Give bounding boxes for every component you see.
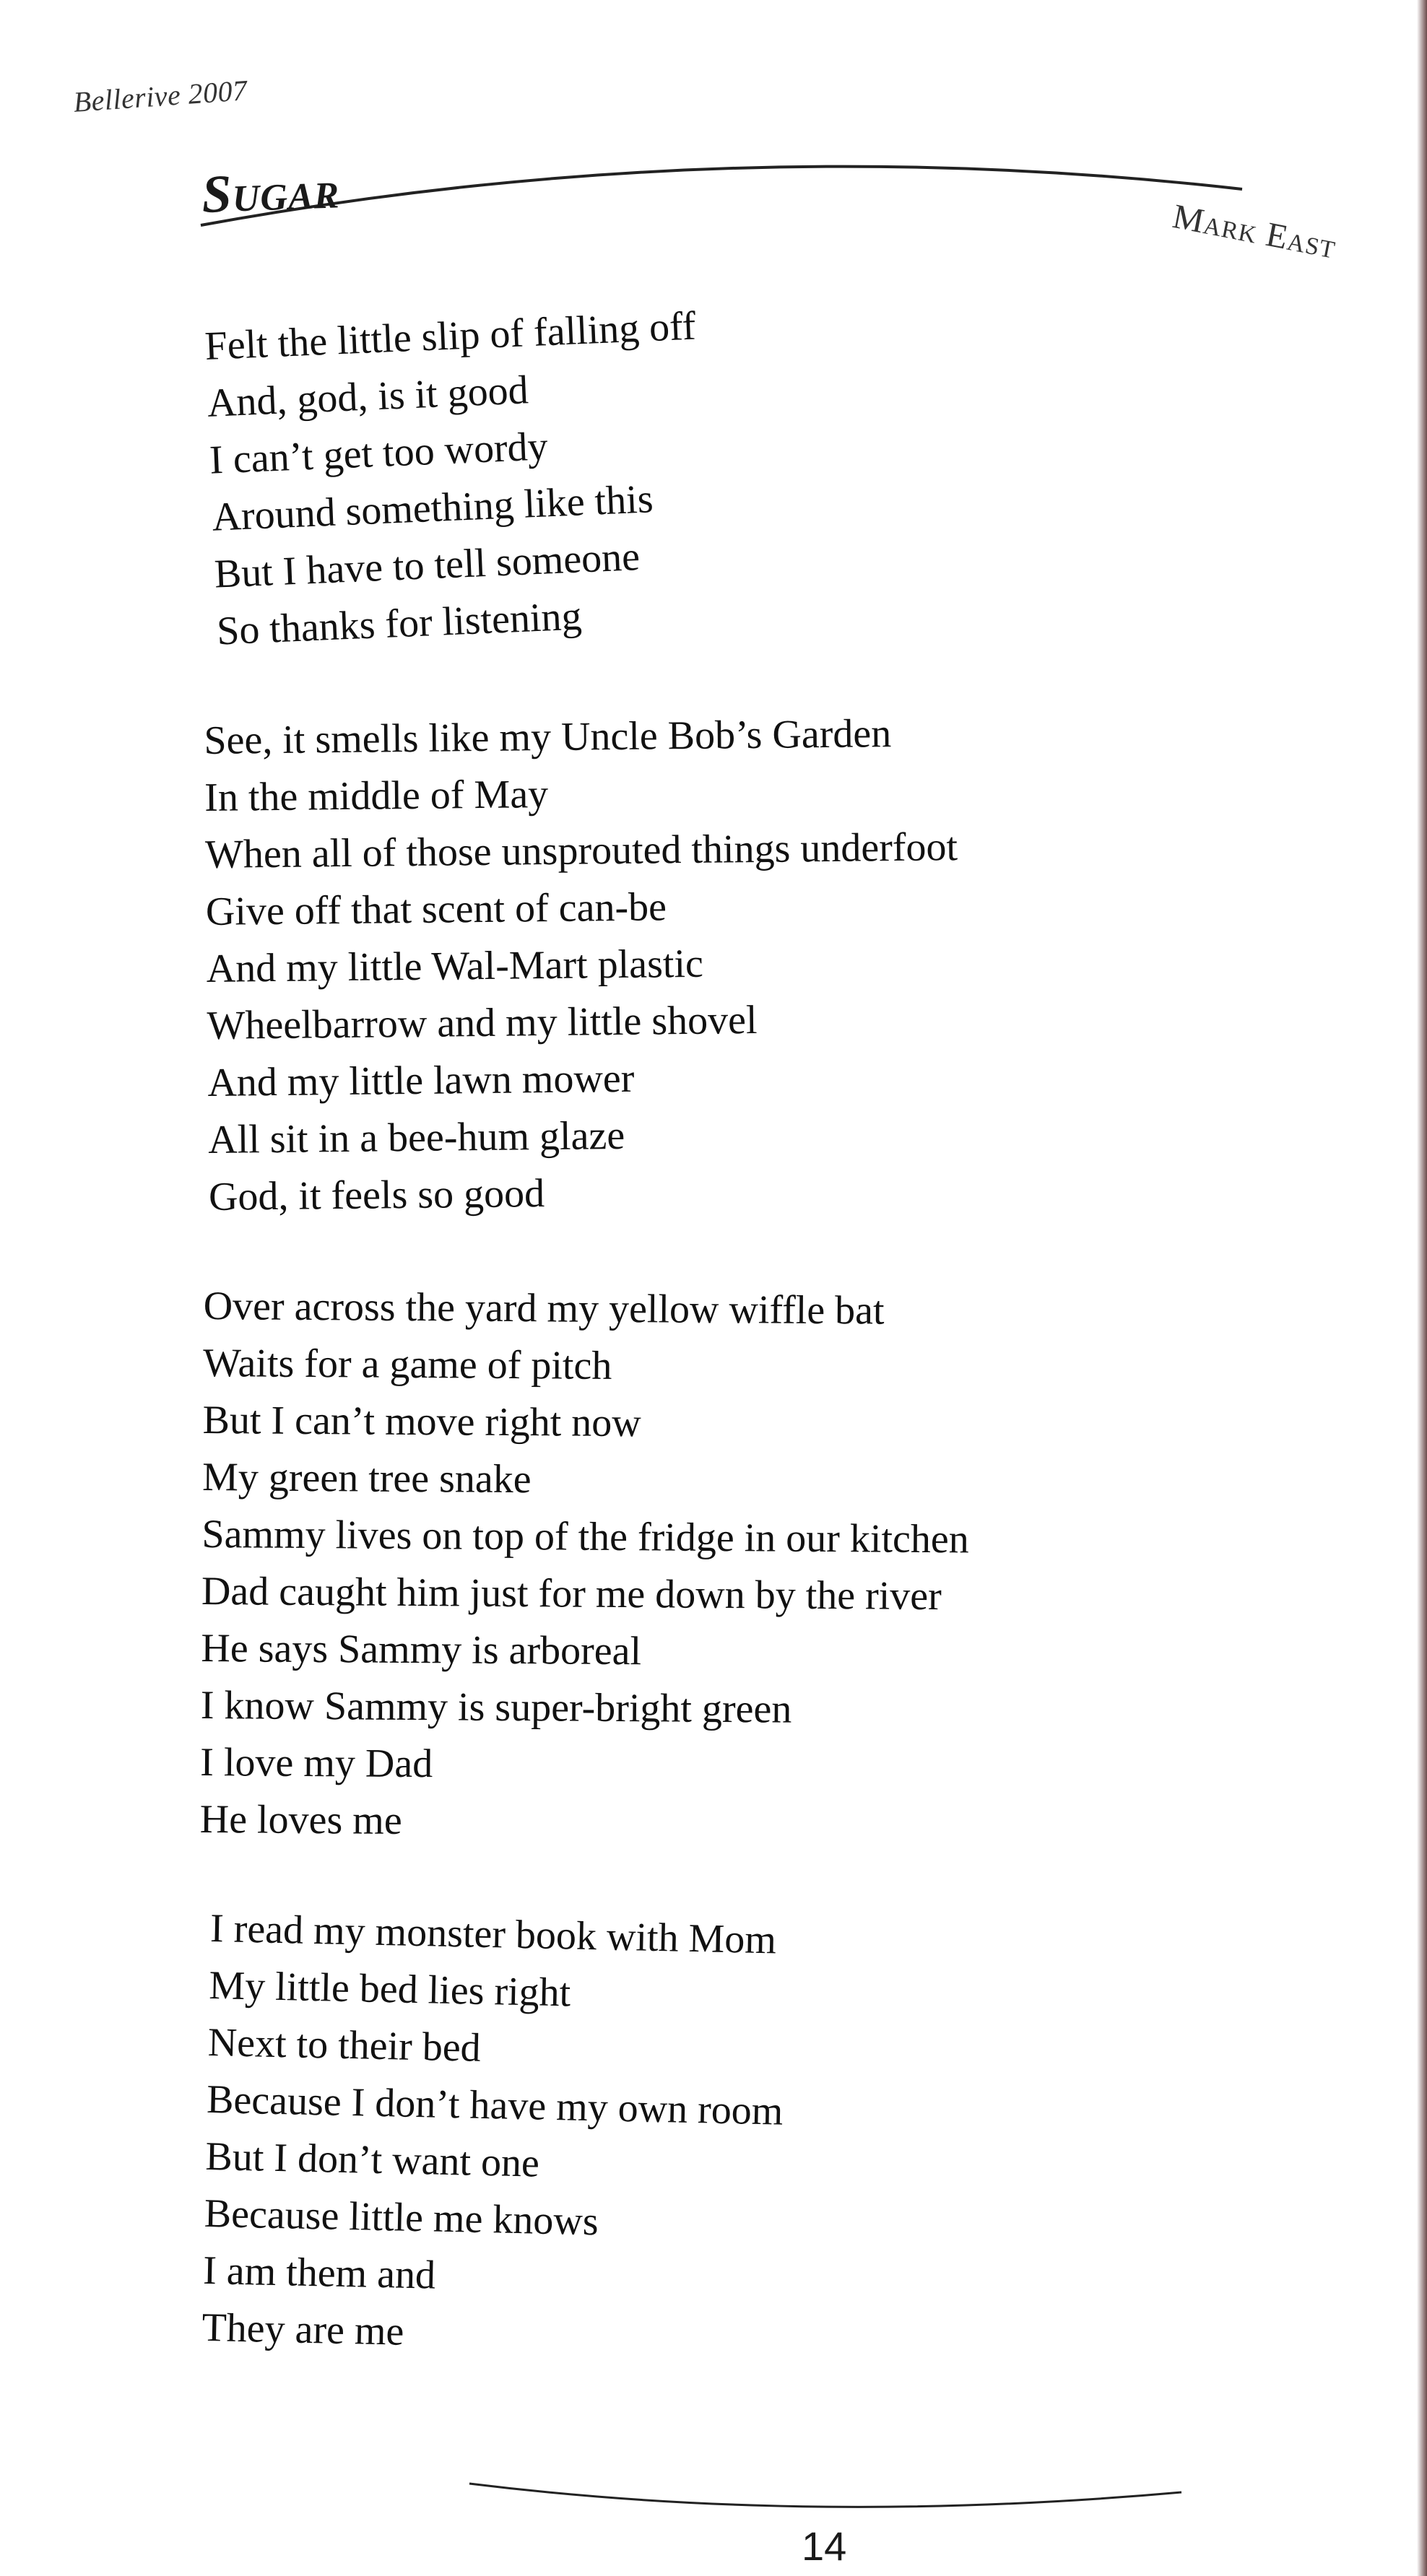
running-head: Bellerive 2007: [72, 74, 248, 118]
poem-line: God, it feels so good: [208, 1171, 545, 1219]
poem-line: Dad caught him just for me down by the river: [201, 1568, 942, 1619]
poem-line: And, god, is it good: [206, 367, 529, 426]
poem-line: Because little me knows: [204, 2190, 599, 2245]
poem-author: Mark East: [1169, 196, 1340, 266]
poem-line: But I don’t want one: [204, 2133, 540, 2186]
poem-line: And my little Wal-Mart plastic: [206, 941, 704, 991]
poem-line: And my little lawn mower: [207, 1056, 635, 1105]
poem-line: Felt the little slip of falling off: [204, 303, 697, 369]
poem-title: Sugar: [201, 160, 341, 225]
poem-line: He says Sammy is arboreal: [201, 1625, 642, 1674]
poem-line: In the middle of May: [204, 772, 549, 820]
poem-line: I can’t get too wordy: [208, 424, 549, 483]
poem-body: [199, 303, 1330, 2408]
poem-line: All sit in a bee-hum glaze: [207, 1113, 625, 1162]
footer-rule: [0, 2440, 1427, 2527]
poem-line: But I can’t move right now: [202, 1397, 641, 1446]
page-edge-shadow: [1417, 0, 1427, 2576]
stanza-4: [201, 1900, 1330, 2379]
poem-line: They are me: [201, 2305, 405, 2354]
poem-line: I read my monster book with Mom: [209, 1905, 777, 1963]
stanza-3: [199, 1277, 1330, 1855]
poem-line: See, it smells like my Uncle Bob’s Garden: [204, 711, 892, 763]
poem-line: I love my Dad: [200, 1739, 433, 1787]
page-number: 14: [802, 2523, 847, 2569]
poem-line: Around something like this: [211, 477, 654, 540]
stanza-1: [204, 271, 1343, 660]
poem-line: I am them and: [202, 2248, 436, 2298]
poem-line: So thanks for listening: [215, 593, 583, 654]
poem-line: Next to their bed: [207, 2019, 482, 2071]
poem-line: I know Sammy is super-bright green: [200, 1682, 792, 1732]
poem-line: Over across the yard my yellow wiffle bat: [203, 1283, 885, 1333]
poem-line: Because I don’t have my own room: [206, 2076, 784, 2134]
poem-line: He loves me: [199, 1796, 402, 1843]
poem-line: Sammy lives on top of the fridge in our kitchen: [201, 1511, 969, 1562]
poem-line: When all of those unsprouted things underfoot: [204, 824, 958, 877]
poem-line: Wheelbarrow and my little shovel: [207, 997, 758, 1048]
poem-line: Waits for a game of pitch: [202, 1340, 612, 1388]
poem-line: My green tree snake: [201, 1454, 532, 1502]
poem-line: My little bed lies right: [208, 1962, 571, 2016]
stanza-2: [204, 700, 1335, 1225]
poem-line: Give off that scent of can-be: [205, 884, 667, 934]
poem-line: But I have to tell someone: [213, 534, 641, 597]
